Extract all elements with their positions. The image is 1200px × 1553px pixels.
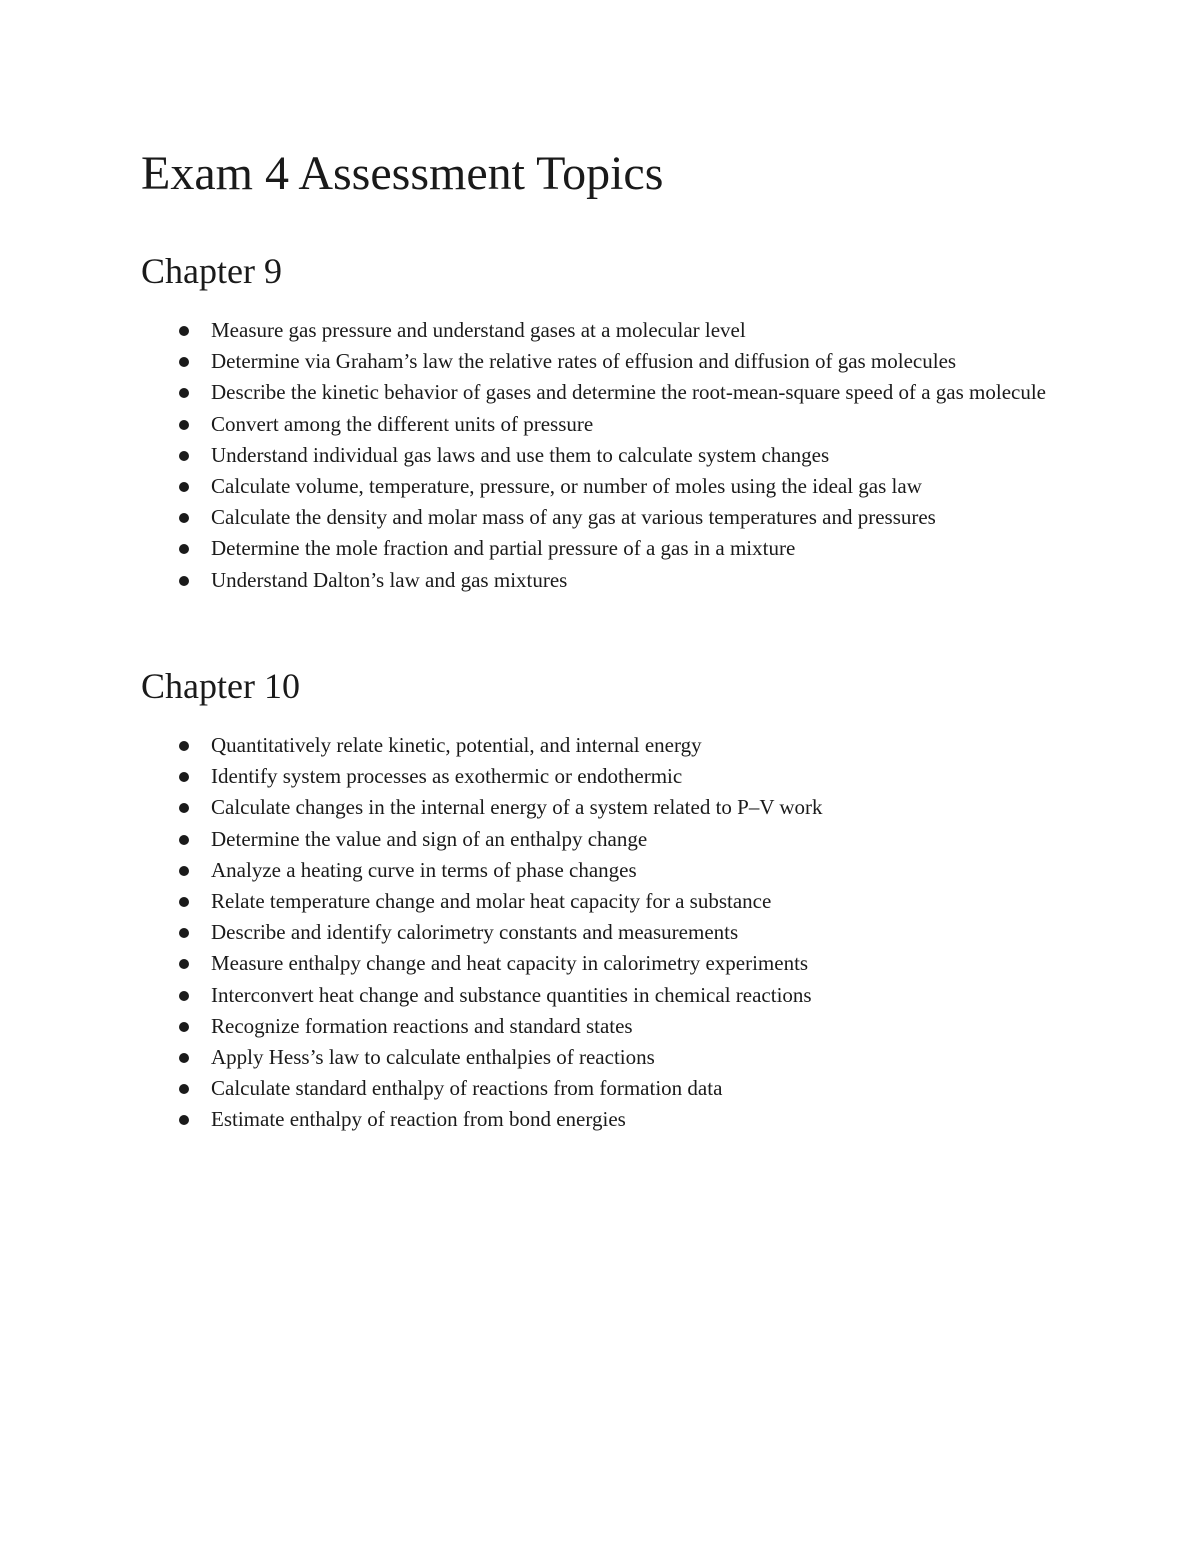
topic-text: Describe the kinetic behavior of gases and determine the root-mean-square speed of a gas molecule bbox=[211, 380, 1046, 405]
list-item bbox=[141, 1073, 1101, 1104]
list-item bbox=[141, 565, 1101, 596]
topic-text: Calculate volume, temperature, pressure, or number of moles using the ideal gas law bbox=[211, 474, 922, 499]
list-item bbox=[141, 346, 1101, 377]
bullet-icon bbox=[179, 1053, 189, 1063]
section-heading: Chapter 10 bbox=[141, 666, 300, 706]
bullet-icon bbox=[179, 741, 189, 751]
bullet-icon bbox=[179, 420, 189, 430]
section-heading: Chapter 9 bbox=[141, 251, 282, 291]
list-item bbox=[141, 792, 1101, 823]
list-item bbox=[141, 502, 1101, 533]
bullet-icon bbox=[179, 326, 189, 336]
topic-text: Determine via Graham’s law the relative rates of effusion and diffusion of gas molecules bbox=[211, 349, 957, 374]
topic-list bbox=[141, 730, 1101, 1136]
list-item bbox=[141, 886, 1101, 917]
bullet-icon bbox=[179, 451, 189, 461]
list-item bbox=[141, 980, 1101, 1011]
bullet-icon bbox=[179, 1022, 189, 1032]
section-chapter-10 bbox=[141, 665, 1101, 1136]
document-title: Exam 4 Assessment Topics bbox=[141, 147, 664, 200]
bullet-icon bbox=[179, 576, 189, 586]
topic-text: Calculate the density and molar mass of any gas at various temperatures and pressures bbox=[211, 505, 936, 530]
topic-text: Understand individual gas laws and use them to calculate system changes bbox=[211, 442, 830, 467]
topic-text: Estimate enthalpy of reaction from bond energies bbox=[211, 1107, 626, 1132]
bullet-icon bbox=[179, 772, 189, 782]
list-item bbox=[141, 917, 1101, 948]
bullet-icon bbox=[179, 1084, 189, 1094]
list-item bbox=[141, 761, 1101, 792]
bullet-icon bbox=[179, 388, 189, 398]
bullet-icon bbox=[179, 866, 189, 876]
topic-text: Apply Hess’s law to calculate enthalpies of reactions bbox=[211, 1045, 655, 1070]
list-item bbox=[141, 377, 1101, 408]
bullet-icon bbox=[179, 482, 189, 492]
list-item bbox=[141, 1011, 1101, 1042]
bullet-icon bbox=[179, 991, 189, 1001]
topic-text: Determine the value and sign of an enthalpy change bbox=[211, 826, 648, 851]
list-item bbox=[141, 824, 1101, 855]
topic-text: Identify system processes as exothermic or endothermic bbox=[211, 764, 683, 789]
list-item bbox=[141, 471, 1101, 502]
bullet-icon bbox=[179, 544, 189, 554]
list-item bbox=[141, 533, 1101, 564]
list-item bbox=[141, 948, 1101, 979]
bullet-icon bbox=[179, 357, 189, 367]
bullet-icon bbox=[179, 803, 189, 813]
list-item bbox=[141, 730, 1101, 761]
topic-text: Determine the mole fraction and partial pressure of a gas in a mixture bbox=[211, 536, 796, 561]
bullet-icon bbox=[179, 1115, 189, 1125]
list-item bbox=[141, 315, 1101, 346]
list-item bbox=[141, 440, 1101, 471]
topic-text: Convert among the different units of pressure bbox=[211, 411, 594, 436]
bullet-icon bbox=[179, 928, 189, 938]
bullet-icon bbox=[179, 835, 189, 845]
section-chapter-9 bbox=[141, 250, 1101, 596]
topic-text: Interconvert heat change and substance quantities in chemical reactions bbox=[211, 982, 812, 1007]
list-item bbox=[141, 1042, 1101, 1073]
bullet-icon bbox=[179, 897, 189, 907]
bullet-icon bbox=[179, 959, 189, 969]
topic-text: Describe and identify calorimetry constants and measurements bbox=[211, 920, 739, 945]
topic-text: Relate temperature change and molar heat capacity for a substance bbox=[211, 889, 772, 914]
topic-text: Understand Dalton’s law and gas mixtures bbox=[211, 567, 568, 592]
topic-text: Measure enthalpy change and heat capacity in calorimetry experiments bbox=[211, 951, 809, 976]
topic-list bbox=[141, 315, 1101, 596]
list-item bbox=[141, 409, 1101, 440]
topic-text: Recognize formation reactions and standard states bbox=[211, 1013, 633, 1038]
list-item bbox=[141, 1104, 1101, 1135]
topic-text: Calculate standard enthalpy of reactions from formation data bbox=[211, 1076, 723, 1101]
topic-text: Measure gas pressure and understand gases at a molecular level bbox=[211, 318, 746, 342]
bullet-icon bbox=[179, 513, 189, 523]
topic-text: Analyze a heating curve in terms of phase changes bbox=[211, 857, 637, 882]
topic-text: Calculate changes in the internal energy of a system related to P–V work bbox=[211, 795, 823, 820]
list-item bbox=[141, 855, 1101, 886]
topic-text: Quantitatively relate kinetic, potential, and internal energy bbox=[211, 733, 702, 757]
